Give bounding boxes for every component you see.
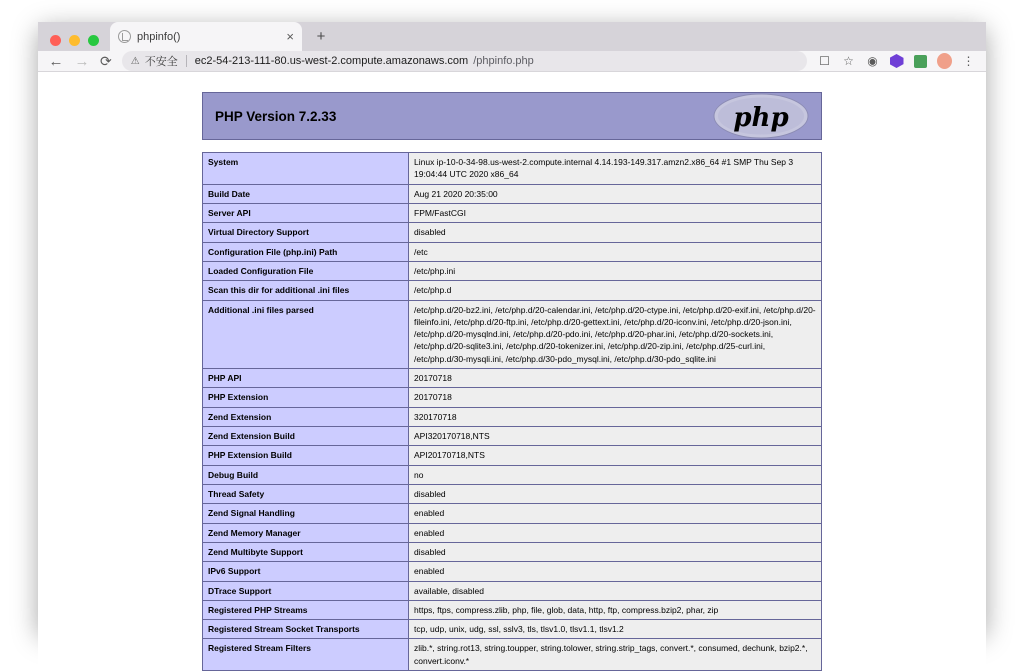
table-row — [203, 407, 822, 426]
table-row — [203, 369, 822, 388]
phpinfo-content — [202, 72, 822, 671]
row-value: Aug 21 2020 20:35:00 — [409, 184, 822, 203]
table-row — [203, 223, 822, 242]
row-key: Scan this dir for additional .ini files — [203, 281, 409, 300]
back-icon[interactable]: ← — [48, 52, 64, 70]
avatar[interactable] — [937, 54, 952, 69]
close-icon[interactable]: × — [286, 29, 294, 44]
table-row — [203, 504, 822, 523]
divider — [186, 55, 187, 67]
table-row — [203, 446, 822, 465]
row-key: Zend Memory Manager — [203, 523, 409, 542]
forward-icon[interactable]: → — [74, 52, 90, 70]
table-row — [203, 620, 822, 639]
row-key: Additional .ini files parsed — [203, 300, 409, 369]
row-value: available, disabled — [409, 581, 822, 600]
toolbar-icons — [817, 54, 976, 69]
page-title: PHP Version 7.2.33 — [215, 108, 337, 124]
reload-icon[interactable]: ⟳ — [100, 52, 112, 69]
row-key: Debug Build — [203, 465, 409, 484]
tab-phpinfo[interactable] — [110, 22, 302, 51]
minimize-window-button[interactable] — [69, 35, 80, 46]
new-tab-button[interactable]: + — [316, 28, 326, 45]
table-row — [203, 261, 822, 280]
extension-icon[interactable] — [913, 54, 928, 69]
table-row — [203, 203, 822, 222]
row-value: https, ftps, compress.zlib, php, file, glob, data, http, ftp, compress.bzip2, phar, zip — [409, 600, 822, 619]
phpinfo-header — [202, 92, 822, 140]
browser-toolbar — [38, 51, 986, 72]
row-key: System — [203, 153, 409, 185]
row-key: Build Date — [203, 184, 409, 203]
row-value: API320170718,NTS — [409, 427, 822, 446]
row-key: IPv6 Support — [203, 562, 409, 581]
row-value: FPM/FastCGI — [409, 203, 822, 222]
row-key: PHP Extension — [203, 388, 409, 407]
table-row — [203, 542, 822, 561]
row-key: Thread Safety — [203, 484, 409, 503]
star-icon[interactable]: ☆ — [843, 54, 854, 68]
table-row — [203, 465, 822, 484]
tab-title: phpinfo() — [137, 30, 181, 43]
row-value: enabled — [409, 562, 822, 581]
address-bar[interactable] — [122, 51, 807, 71]
row-value: no — [409, 465, 822, 484]
row-key: Registered PHP Streams — [203, 600, 409, 619]
table-row — [203, 242, 822, 261]
browser-window — [38, 22, 986, 666]
row-key: Zend Extension Build — [203, 427, 409, 446]
table-row — [203, 184, 822, 203]
row-value: API20170718,NTS — [409, 446, 822, 465]
row-value: Linux ip-10-0-34-98.us-west-2.compute.internal 4.14.193-149.317.amzn2.x86_64 #1 SMP Thu Sep 3 19:04:44 UTC 2020 x86_64 — [409, 153, 822, 185]
row-value: 320170718 — [409, 407, 822, 426]
svg-text:php: php — [733, 103, 789, 133]
row-value: /etc/php.d/20-bz2.ini, /etc/php.d/20-calendar.ini, /etc/php.d/20-ctype.ini, /etc/php.d/20-exif.ini, /etc/php.d/20-fileinfo.ini, /etc/php.d/20-ftp.ini, /etc/php.d/20-gettext.ini, /etc/php.d/20-iconv.ini, /etc/php.d/20-json.ini, /etc/php.d/20-mysqlnd.ini, /etc/php.d/20-pdo.ini, /etc/php.d/20-phar.ini, /etc/php.d/20-sockets.ini, /etc/php.d/20-sqlite3.ini, /etc/php.d/20-tokenizer.ini, /etc/php.d/20-zip.ini, /etc/php.d/25-curl.ini, /etc/php.d/30-mysqli.ini, /etc/php.d/30-pdo_mysql.ini, /etc/php.d/30-pdo_sqlite.ini — [409, 300, 822, 369]
shield-icon[interactable] — [889, 54, 904, 69]
row-value: /etc/php.ini — [409, 261, 822, 280]
table-row — [203, 388, 822, 407]
puzzle-icon[interactable]: ◉ — [867, 54, 878, 68]
table-row — [203, 600, 822, 619]
row-value: tcp, udp, unix, udg, ssl, sslv3, tls, tlsv1.0, tlsv1.1, tlsv1.2 — [409, 620, 822, 639]
warning-triangle-icon: ⚠ — [130, 55, 140, 67]
row-key: Zend Multibyte Support — [203, 542, 409, 561]
row-key: Zend Signal Handling — [203, 504, 409, 523]
row-key: Server API — [203, 203, 409, 222]
window-controls[interactable] — [50, 35, 99, 46]
table-row — [203, 153, 822, 185]
page-viewport — [38, 72, 986, 671]
table-row — [203, 581, 822, 600]
row-value: 20170718 — [409, 388, 822, 407]
row-key: PHP Extension Build — [203, 446, 409, 465]
row-key: Configuration File (php.ini) Path — [203, 242, 409, 261]
globe-icon — [118, 30, 131, 43]
row-value: enabled — [409, 504, 822, 523]
table-row — [203, 300, 822, 369]
maximize-window-button[interactable] — [88, 35, 99, 46]
php-logo-icon — [713, 93, 809, 139]
row-value: /etc — [409, 242, 822, 261]
menu-kebab-icon[interactable]: ⋮ — [962, 54, 975, 68]
url-host: ec2-54-213-111-80.us-west-2.compute.amazonaws.com — [194, 55, 469, 67]
translate-icon[interactable]: ☐ — [819, 54, 830, 68]
row-key: Registered Stream Filters — [203, 639, 409, 671]
row-key: Loaded Configuration File — [203, 261, 409, 280]
table-row — [203, 484, 822, 503]
phpinfo-table-body — [203, 153, 822, 671]
table-row — [203, 639, 822, 671]
table-row — [203, 562, 822, 581]
table-row — [203, 281, 822, 300]
row-value: enabled — [409, 523, 822, 542]
close-window-button[interactable] — [50, 35, 61, 46]
row-value: disabled — [409, 542, 822, 561]
row-key: Registered Stream Socket Transports — [203, 620, 409, 639]
security-label: 不安全 — [144, 56, 178, 68]
row-key: Zend Extension — [203, 407, 409, 426]
table-row — [203, 427, 822, 446]
row-value: zlib.*, string.rot13, string.toupper, string.tolower, string.strip_tags, convert.*, consumed, dechunk, bzip2.*, convert.iconv.* — [409, 639, 822, 671]
table-row — [203, 523, 822, 542]
url-path: /phpinfo.php — [473, 55, 534, 67]
tab-strip — [38, 22, 986, 51]
phpinfo-table — [202, 152, 822, 671]
row-value: disabled — [409, 223, 822, 242]
row-value: 20170718 — [409, 369, 822, 388]
row-key: PHP API — [203, 369, 409, 388]
row-key: DTrace Support — [203, 581, 409, 600]
row-value: disabled — [409, 484, 822, 503]
row-key: Virtual Directory Support — [203, 223, 409, 242]
row-value: /etc/php.d — [409, 281, 822, 300]
